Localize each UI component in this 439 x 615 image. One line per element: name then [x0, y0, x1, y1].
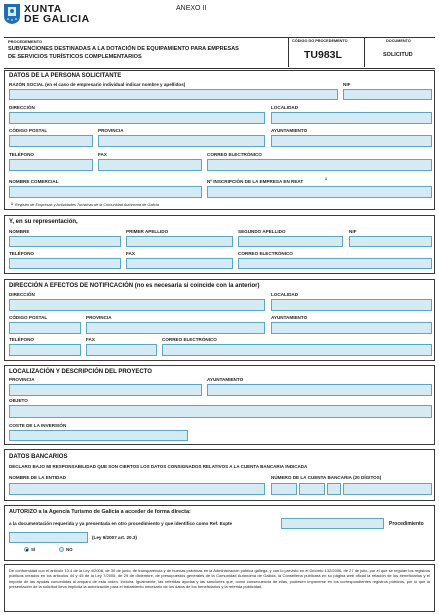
rep-nif-field[interactable]: [349, 236, 432, 247]
telefono-label: TELÉFONO: [9, 152, 35, 157]
applicant-nif-field[interactable]: [343, 89, 432, 100]
nombre-comercial-label: NOMBRE COMERCIAL: [9, 179, 59, 184]
procedure-label: PROCEDEMENTO: [8, 39, 43, 44]
localidad-label: LOCALIDAD: [271, 105, 299, 110]
bank-cuenta-dc-field[interactable]: [327, 483, 341, 495]
applicant-section-title: DATOS DE LA PERSONA SOLICITANTE: [9, 73, 122, 79]
fax-label: FAX: [98, 152, 107, 157]
procedimiento-field[interactable]: [9, 532, 88, 543]
procedure-title-line-2: DE SERVICIOS TURÍSTICOS COMPLEMENTARIOS: [8, 54, 142, 60]
provincia-field[interactable]: [98, 135, 265, 147]
procedure-header: [4, 37, 435, 69]
proj-coste-label: COSTE DE LA INVERSIÓN: [9, 423, 67, 428]
code-value: TU983L: [304, 49, 342, 61]
notification-section-title: DIRECCIÓN A EFECTOS DE NOTIFICACIÓN (no es necesaria si coincide con la anterior): [9, 283, 260, 289]
footnote-mark: 1: [325, 177, 327, 181]
notif-direccion-label: DIRECCIÓN: [9, 292, 35, 297]
direccion-label: DIRECCIÓN: [9, 105, 35, 110]
nombre-comercial-field[interactable]: [9, 186, 202, 198]
inscripcion-reat-label: Nº INSCRIPCIÓN DE LA EMPRESA EN REAT: [207, 179, 304, 184]
notif-fax-field[interactable]: [86, 344, 157, 356]
rep-telefono-field[interactable]: [9, 258, 121, 269]
notif-localidad-label: LOCALIDAD: [271, 292, 299, 297]
codigo-postal-field[interactable]: [9, 135, 93, 147]
correo-field[interactable]: [207, 159, 432, 171]
rep-nombre-field[interactable]: [9, 236, 121, 247]
bank-section-title: DATOS BANCARIOS: [9, 454, 68, 460]
localidad-field[interactable]: [271, 112, 432, 124]
notif-localidad-field[interactable]: [271, 299, 432, 311]
proj-ayuntamiento-field[interactable]: [207, 384, 432, 396]
notif-telefono-label: TELÉFONO: [9, 337, 35, 342]
provincia-label: PROVINCIA: [98, 128, 124, 133]
notif-direccion-field[interactable]: [9, 299, 265, 311]
notif-provincia-field[interactable]: [86, 322, 265, 334]
rep-telefono-label: TELÉFONO: [9, 251, 35, 256]
telefono-field[interactable]: [9, 159, 93, 171]
rep-primer-apellido-field[interactable]: [126, 236, 233, 247]
logo-line-2: DE GALICIA: [24, 13, 90, 25]
no-label: NO: [66, 547, 73, 552]
razon-social-label: RAZÓN SOCIAL (en el caso de empresario individual indicar nombre y apellidos): [9, 82, 186, 87]
notif-ayuntamiento-label: AYUNTAMIENTO: [271, 315, 308, 320]
logo-line-1: XUNTA: [24, 3, 62, 15]
representative-section-title: Y, en su representación,: [9, 219, 78, 225]
rep-correo-field[interactable]: [238, 258, 432, 269]
notif-codigo-postal-label: CÓDIGO POSTAL: [9, 315, 48, 320]
codigo-postal-label: CÓDIGO POSTAL: [9, 128, 48, 133]
notif-ayuntamiento-field[interactable]: [271, 322, 432, 334]
footnote-text: Registro de Empresas y Actividades Turísticas de la Comunidad Autónoma de Galicia: [15, 203, 159, 207]
correo-label: CORREO ELECTRÓNICO: [207, 152, 262, 157]
footnote-number: 1: [11, 202, 13, 206]
bank-cuenta-oficina-field[interactable]: [299, 483, 325, 495]
proj-objeto-label: OBJETO: [9, 398, 28, 403]
procedure-title-line-1: SUBVENCIONES DESTINADAS A LA DOTACIÓN DE EQUIPAMIENTO PARA EMPRESAS: [8, 46, 239, 52]
rep-nombre-label: NOMBRE: [9, 229, 30, 234]
bank-entidad-label: NOMBRE DE LA ENTIDAD: [9, 475, 66, 480]
notif-fax-label: FAX: [86, 337, 95, 342]
razon-social-field[interactable]: [9, 89, 338, 100]
document-label: DOCUMENTO: [386, 39, 411, 43]
proj-ayuntamiento-label: AYUNTAMIENTO: [207, 377, 244, 382]
proj-provincia-field[interactable]: [9, 384, 202, 396]
bank-cuenta-numero-field[interactable]: [343, 483, 432, 495]
rep-fax-label: FAX: [126, 251, 135, 256]
bank-cuenta-label: NÚMERO DE LA CUENTA BANCARIA (20 DÍGITOS): [271, 475, 382, 480]
proj-objeto-field[interactable]: [9, 405, 432, 418]
notif-codigo-postal-field[interactable]: [9, 322, 81, 334]
notif-correo-label: CORREO ELECTRÓNICO: [162, 337, 217, 342]
notif-correo-field[interactable]: [162, 344, 432, 356]
authorize-description: a la documentación requerida y ya presentada en otro procedimiento y que identifico como Ref. Expte: [9, 521, 233, 526]
header-divider: [288, 37, 289, 67]
rep-fax-field[interactable]: [126, 258, 233, 269]
document-value: SOLICITUD: [383, 52, 413, 58]
code-label: CÓDIGO DO PROCEDEMENTO: [292, 39, 348, 43]
bank-cuenta-entidad-field[interactable]: [271, 483, 297, 495]
notif-telefono-field[interactable]: [9, 344, 81, 356]
applicant-nif-label: NIF: [343, 82, 351, 87]
rep-segundo-apellido-label: SEGUNDO APELLIDO: [238, 229, 286, 234]
notif-provincia-label: PROVINCIA: [86, 315, 112, 320]
rep-primer-apellido-label: PRIMER APELLIDO: [126, 229, 169, 234]
ref-expte-field[interactable]: [281, 518, 384, 529]
bank-declaration: DECLARO BAJO MI RESPONSABILIDAD QUE SON CIERTOS LOS DATOS CONSIGNADOS RELATIVOS A LA CUENTA BANCARIA INDICADA: [9, 464, 308, 469]
inscripcion-reat-field[interactable]: [207, 186, 432, 198]
no-radio[interactable]: [59, 547, 64, 552]
yes-label: SÍ: [31, 547, 36, 552]
law-reference: (Ley 9/2007 art. 20.3): [92, 535, 137, 540]
annex-title: ANEXO II: [176, 5, 207, 12]
ayuntamiento-label: AYUNTAMIENTO: [271, 128, 308, 133]
rep-correo-label: CORREO ELECTRÓNICO: [238, 251, 293, 256]
header-divider: [364, 37, 365, 67]
direccion-field[interactable]: [9, 112, 265, 124]
bank-entidad-field[interactable]: [9, 483, 265, 495]
legal-notice: De conformidad con el artículo 13.4 de la Ley 4/2006, de 30 de junio, de transparencia y de buenas prácticas en la Administración pública gallega, y con lo previsto en el Decreto 132/2006, de 27 de julio, por el que se regulan los registros públicos creados en los artículos 44 y 45 de la Ley 7/2005, de 29 de diciembre, de presupuestos generales de la Comunidad Autónoma de Galicia, la Consellería publicará en su página web oficial la relación de los beneficiarios y el importe de las ayudas concedidas al amparo de esta orden. Incluirá, igualmente, las referidas ayudas y las sanciones que, como consecuencia de ellas, pudiesen imponerse en los correspondientes registros públicos, por lo que la presentación de la solicitud lleva implícita la autorización para el tratamiento necesario de los datos de los beneficiarios y la referida publicidad.: [4, 564, 435, 612]
rep-segundo-apellido-field[interactable]: [238, 236, 343, 247]
proj-coste-field[interactable]: [9, 430, 188, 441]
yes-radio-dot: [26, 549, 28, 551]
rep-nif-label: NIF: [349, 229, 357, 234]
project-section-title: LOCALIZACIÓN Y DESCRIPCIÓN DEL PROYECTO: [9, 369, 152, 375]
yes-radio[interactable]: [24, 547, 29, 552]
authorize-title: AUTORIZO a la Agencia Turismo de Galicia a acceder de forma directa:: [9, 509, 191, 515]
procedimiento-label: Procedimiento: [389, 521, 424, 527]
proj-provincia-label: PROVINCIA: [9, 377, 35, 382]
galicia-coat-of-arms-icon: [3, 3, 21, 25]
ayuntamiento-field[interactable]: [271, 135, 432, 147]
fax-field[interactable]: [98, 159, 202, 171]
